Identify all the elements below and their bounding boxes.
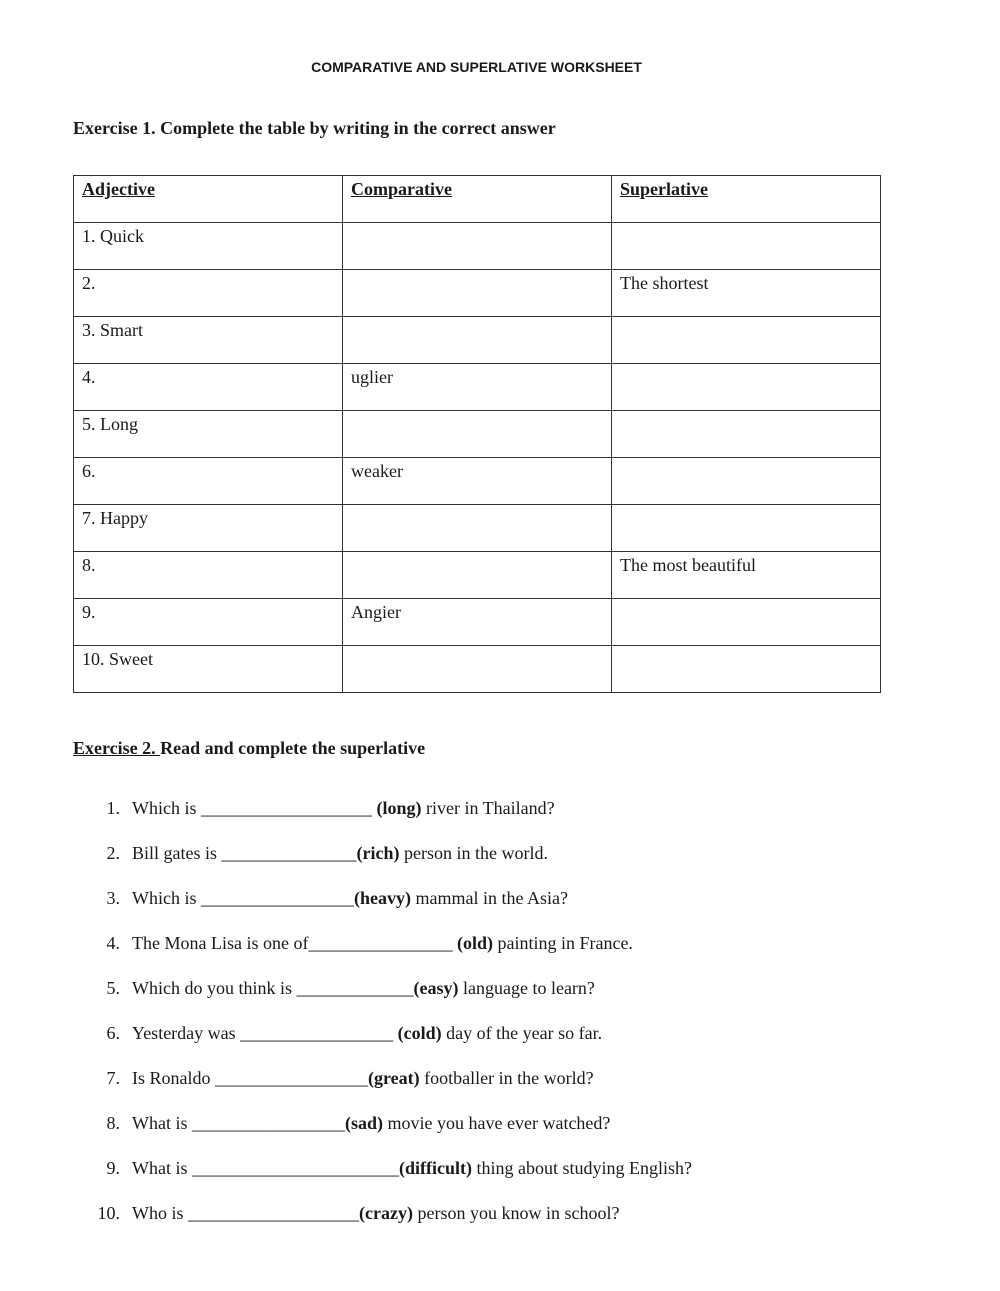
adjective-cell: 10. Sweet [74, 646, 343, 693]
comparative-cell: weaker [343, 458, 612, 505]
comparative-cell: uglier [343, 364, 612, 411]
list-item [73, 976, 953, 1021]
table-row [74, 270, 881, 317]
list-item [73, 1066, 953, 1111]
item-number: 4. [106, 933, 120, 953]
item-number: 10. [97, 1203, 120, 1223]
table-row [74, 646, 881, 693]
item-sentence[interactable] [132, 796, 555, 820]
list-item [73, 886, 953, 931]
adjective-cell[interactable]: 2. [74, 270, 343, 317]
header-comparative: Comparative [343, 176, 612, 223]
item-prefix: Which is _________________ [132, 888, 354, 908]
item-suffix: thing about studying English? [471, 1158, 692, 1178]
item-number: 9. [106, 1158, 120, 1178]
item-sentence[interactable] [132, 841, 548, 865]
item-sentence[interactable] [132, 1066, 594, 1090]
table-row [74, 552, 881, 599]
item-adjective: (crazy) [359, 1203, 413, 1223]
adjective-cell[interactable]: 8. [74, 552, 343, 599]
superlative-cell[interactable] [612, 223, 881, 270]
item-sentence[interactable] [132, 1111, 610, 1135]
list-item [73, 841, 953, 886]
table-row [74, 223, 881, 270]
item-suffix: painting in France. [492, 933, 633, 953]
superlative-cell[interactable] [612, 364, 881, 411]
superlative-cell[interactable] [612, 317, 881, 364]
comparative-cell[interactable] [343, 270, 612, 317]
superlative-cell[interactable] [612, 505, 881, 552]
item-adjective: (long) [376, 798, 422, 818]
table-row [74, 505, 881, 552]
item-suffix: person you know in school? [412, 1203, 620, 1223]
comparative-cell[interactable] [343, 317, 612, 364]
exercise2-label: Exercise 2. [73, 738, 161, 758]
exercise2-heading [73, 738, 425, 759]
adjective-cell: 7. Happy [74, 505, 343, 552]
comparative-cell[interactable] [343, 411, 612, 458]
exercise2-list [73, 796, 953, 1246]
table-row [74, 364, 881, 411]
item-suffix: mammal in the Asia? [411, 888, 568, 908]
item-adjective: (easy) [413, 978, 459, 998]
adjective-cell: 3. Smart [74, 317, 343, 364]
page-title: COMPARATIVE AND SUPERLATIVE WORKSHEET [311, 59, 642, 75]
comparative-cell: Angier [343, 599, 612, 646]
item-sentence[interactable] [132, 1021, 602, 1045]
item-suffix: movie you have ever watched? [383, 1113, 611, 1133]
item-number: 6. [106, 1023, 120, 1043]
item-prefix: What is _________________ [132, 1113, 345, 1133]
list-item [73, 1156, 953, 1201]
exercise1-table [73, 175, 881, 693]
item-suffix: footballer in the world? [419, 1068, 594, 1088]
item-sentence[interactable] [132, 931, 633, 955]
exercise2-instruction: Read and complete the superlative [160, 738, 426, 758]
item-number: 5. [106, 978, 120, 998]
header-superlative: Superlative [612, 176, 881, 223]
item-prefix: Who is ___________________ [132, 1203, 359, 1223]
list-item [73, 1111, 953, 1156]
item-adjective: (cold) [397, 1023, 442, 1043]
superlative-cell[interactable] [612, 599, 881, 646]
item-prefix: Which is ___________________ [132, 798, 377, 818]
list-item [73, 931, 953, 976]
item-number: 2. [106, 843, 120, 863]
item-prefix: What is _______________________ [132, 1158, 399, 1178]
exercise1-heading: Exercise 1. Complete the table by writing in the correct answer [73, 118, 556, 138]
item-adjective: (great) [368, 1068, 420, 1088]
item-adjective: (heavy) [354, 888, 411, 908]
item-sentence[interactable] [132, 1201, 619, 1225]
item-number: 7. [106, 1068, 120, 1088]
item-number: 3. [106, 888, 120, 908]
table-row [74, 458, 881, 505]
item-suffix: day of the year so far. [441, 1023, 603, 1043]
item-sentence[interactable] [132, 1156, 692, 1180]
item-number: 1. [106, 798, 120, 818]
adjective-cell: 1. Quick [74, 223, 343, 270]
adjective-cell[interactable]: 4. [74, 364, 343, 411]
superlative-cell[interactable] [612, 646, 881, 693]
superlative-cell: The shortest [612, 270, 881, 317]
item-adjective: (rich) [356, 843, 400, 863]
item-prefix: Yesterday was _________________ [132, 1023, 398, 1043]
superlative-cell: The most beautiful [612, 552, 881, 599]
item-sentence[interactable] [132, 886, 568, 910]
adjective-cell[interactable]: 6. [74, 458, 343, 505]
list-item [73, 1021, 953, 1066]
superlative-cell[interactable] [612, 411, 881, 458]
table-row [74, 599, 881, 646]
comparative-cell[interactable] [343, 646, 612, 693]
item-prefix: Is Ronaldo _________________ [132, 1068, 368, 1088]
item-sentence[interactable] [132, 976, 595, 1000]
item-adjective: (old) [456, 933, 493, 953]
header-adjective: Adjective [74, 176, 343, 223]
item-adjective: (difficult) [399, 1158, 472, 1178]
comparative-cell[interactable] [343, 552, 612, 599]
item-prefix: Bill gates is _______________ [132, 843, 357, 863]
item-suffix: language to learn? [458, 978, 595, 998]
item-prefix: Which do you think is _____________ [132, 978, 414, 998]
adjective-cell: 5. Long [74, 411, 343, 458]
item-suffix: person in the world. [399, 843, 548, 863]
item-adjective: (sad) [345, 1113, 384, 1133]
table-header-row [74, 176, 881, 223]
item-number: 8. [106, 1113, 120, 1133]
item-suffix: river in Thailand? [421, 798, 555, 818]
table-row [74, 317, 881, 364]
superlative-cell[interactable] [612, 458, 881, 505]
comparative-cell[interactable] [343, 223, 612, 270]
comparative-cell[interactable] [343, 505, 612, 552]
item-prefix: The Mona Lisa is one of________________ [132, 933, 457, 953]
table-row [74, 411, 881, 458]
list-item [73, 796, 953, 841]
list-item [73, 1201, 953, 1246]
adjective-cell[interactable]: 9. [74, 599, 343, 646]
